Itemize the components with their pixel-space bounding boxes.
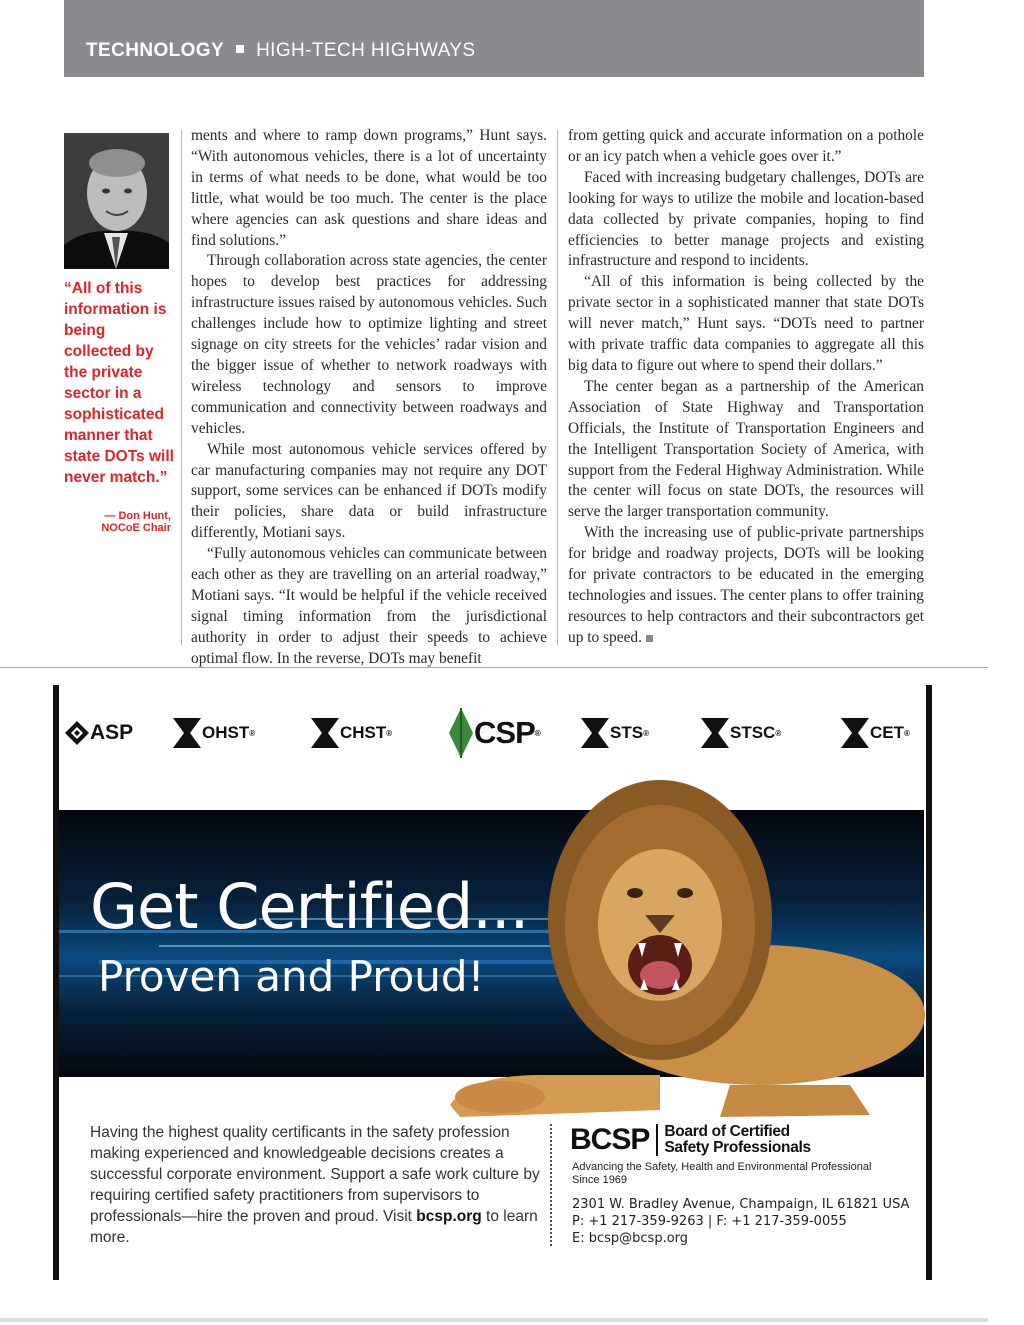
logo-label: CSP bbox=[474, 715, 535, 750]
paragraph-text: With the increasing use of public-private partnerships for bridge and roadway projects, DOTs will be looking for private contractors to be educated in the emerging technologies and issues. The center plans to offer training resources to help contractors and their subcontractors get up to speed. bbox=[568, 524, 924, 646]
logo-stsc bbox=[700, 713, 781, 753]
logo-ohst bbox=[172, 713, 255, 753]
cet-emblem-icon bbox=[840, 716, 870, 750]
paragraph bbox=[568, 523, 924, 648]
reg-mark: ® bbox=[643, 728, 649, 738]
ohst-emblem-icon bbox=[172, 716, 202, 750]
page-divider bbox=[0, 667, 988, 668]
ad-body-text bbox=[90, 1122, 550, 1248]
reg-mark: ® bbox=[534, 728, 541, 738]
bcsp-tagline: Advancing the Safety, Health and Environmental Professional Since 1969 bbox=[572, 1161, 872, 1186]
reg-mark: ® bbox=[386, 728, 393, 738]
stsc-emblem-icon bbox=[700, 716, 730, 750]
paragraph: “All of this information is being collected by the private sector in a sophisticated manner that state DOTs will never match,” Hunt says. “DOTs need to partner with private traffic data companies to aggregate all this big data to figure out where to spend their dollars.” bbox=[568, 273, 924, 374]
bcsp-contact bbox=[572, 1196, 909, 1247]
ad-body-copy: Having the highest quality certificants in the safety profession making experienced and knowledgeable decisions creates a successful corporate environment. Support a safe work culture by requiring certified safety practitioners from supervisors to professionals—hire the proven and proud. Visit bbox=[90, 1124, 540, 1225]
logo-asp bbox=[64, 713, 133, 753]
chst-emblem-icon bbox=[310, 716, 340, 750]
logo-label: CET bbox=[870, 723, 904, 742]
sts-emblem-icon bbox=[580, 716, 610, 750]
logo-chst bbox=[310, 713, 392, 753]
paragraph: “Fully autonomous vehicles can communicate between each other as they are travelling on an arterial roadway,” Motiani says. “It would be helpful if the vehicle received signal timing information from the jurisdictional authority in order to adjust their speeds to achieve optimal flow. In the reverse, DOTs may benefit bbox=[191, 545, 547, 667]
bcsp-email[interactable]: E: bcsp@bcsp.org bbox=[572, 1231, 689, 1246]
logo-sts bbox=[580, 713, 649, 753]
portrait-photo bbox=[64, 133, 169, 269]
paragraph: from getting quick and accurate information on a pothole or an icy patch when a vehicle goes over it.” bbox=[568, 127, 924, 165]
logo-label: OHST bbox=[202, 723, 250, 742]
reg-mark: ® bbox=[904, 728, 910, 738]
bcsp-name-line2: Safety Professionals bbox=[664, 1139, 811, 1156]
end-mark-icon bbox=[646, 635, 653, 642]
bcsp-phone-fax: P: +1 217-359-9263 | F: +1 217-359-0055 bbox=[572, 1214, 847, 1229]
paragraph: Faced with increasing budgetary challenges, DOTs are looking for ways to utilize the mobile and location-based data collected by private companies, hoping to find efficiencies to better manage projects and existing infrastructure and respond to incidents. bbox=[568, 168, 924, 270]
paragraph: Through collaboration across state agencies, the center hopes to develop best practices for addressing infrastructure issues raised by autonomous vehicles. Such challenges include how to optimize lighting and street signage on city streets for the vehicles’ radar vision and the bigger issue of whether to network roadways with wireless technology and sensors to improve communication and connectivity between roadways and vehicles. bbox=[191, 252, 547, 437]
reg-mark: ® bbox=[249, 728, 256, 738]
ad-dotted-divider bbox=[550, 1124, 552, 1246]
asp-diamond-icon bbox=[64, 720, 90, 746]
logo-label: STSC bbox=[730, 723, 776, 742]
logo-cet bbox=[840, 713, 910, 753]
certification-logos bbox=[62, 705, 924, 765]
ad-subheadline: Proven and Proud! bbox=[98, 952, 485, 1001]
subsection-name: HIGH-TECH HIGHWAYS bbox=[256, 40, 476, 61]
logo-csp bbox=[448, 713, 541, 753]
attribution-name: — Don Hunt, bbox=[104, 510, 171, 522]
bcsp-org-name bbox=[658, 1124, 810, 1156]
lion-icon bbox=[430, 775, 930, 1120]
pull-quote-attribution bbox=[64, 510, 171, 534]
separator-square-icon bbox=[236, 45, 244, 53]
column-divider bbox=[557, 130, 558, 645]
ad-body-end: to learn more. bbox=[90, 1208, 538, 1246]
article-column-1 bbox=[191, 126, 547, 670]
bcsp-logo bbox=[570, 1124, 811, 1160]
column-divider bbox=[181, 130, 182, 645]
page-bottom-divider bbox=[0, 1318, 988, 1322]
section-name: TECHNOLOGY bbox=[86, 40, 225, 61]
logo-label: ASP bbox=[90, 721, 134, 744]
section-header bbox=[86, 40, 475, 62]
logo-label: CHST bbox=[340, 723, 387, 742]
pull-quote: “All of this information is being collected by the private sector in a sophisticated manner that state DOTs will never match.” bbox=[64, 280, 174, 486]
bcsp-link[interactable]: bcsp.org bbox=[416, 1208, 482, 1225]
article-column-2 bbox=[568, 126, 924, 649]
csp-leaf-icon bbox=[448, 707, 474, 759]
bcsp-mark: BCSP bbox=[570, 1124, 658, 1156]
bcsp-name-line1: Board of Certified bbox=[664, 1123, 790, 1140]
paragraph: ments and where to ramp down programs,” Hunt says. “With autonomous vehicles, there is a lot of uncertainty in terms of what needs to be done, what would be too little, what would be too much. The center is the place where agencies can ask questions and share ideas and find solutions.” bbox=[191, 127, 547, 249]
section-header-bar bbox=[64, 0, 924, 77]
ad-headline: Get Certified... bbox=[90, 870, 529, 943]
paragraph: While most autonomous vehicle services offered by car manufacturing companies may not require any DOT support, some services can be enhanced if DOTs modify their policies, share data or build infrastructure differently, Motiani says. bbox=[191, 440, 547, 542]
logo-label: STS bbox=[610, 723, 644, 742]
bcsp-address: 2301 W. Bradley Avenue, Champaign, IL 61821 USA bbox=[572, 1197, 910, 1212]
attribution-title: NOCoE Chair bbox=[101, 522, 171, 534]
reg-mark: ® bbox=[775, 728, 782, 738]
paragraph: The center began as a partnership of the American Association of State Highway and Transportation Officials, the Institute of Transportation Engineers and the Intelligent Transportation Society of America, with support from the Federal Highway Administration. While the center will focus on state DOTs, the resources will serve the larger transportation community. bbox=[568, 377, 924, 521]
